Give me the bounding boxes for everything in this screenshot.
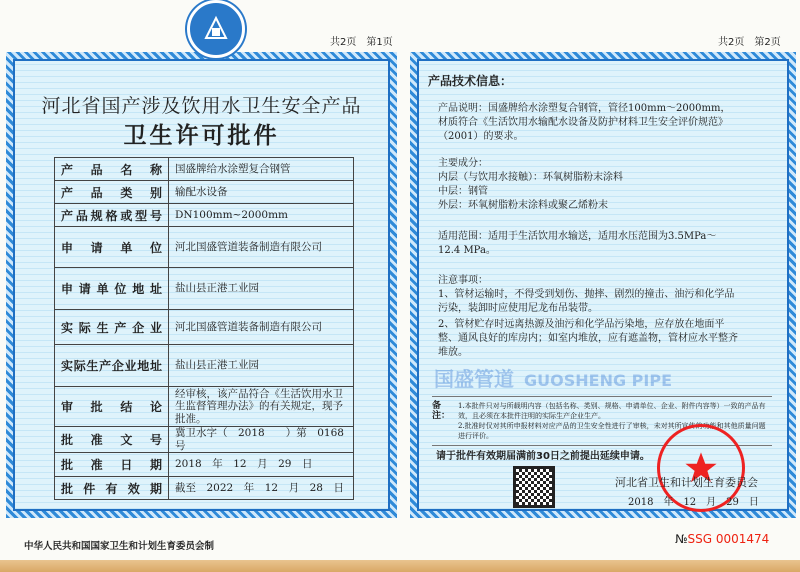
row-value: 输配水设备 [169, 181, 354, 204]
watermark-logo: 国盛管道 [434, 367, 514, 391]
remark-2: 2.批准时仅对其所申报材料对应产品的卫生安全性进行了审核，未对其所宣传的功能和其他质量问题进行评价。 [458, 422, 766, 440]
notes-title: 注意事项： [438, 275, 488, 286]
certificate-table [54, 157, 354, 500]
row-value: 河北国盛管道装备制造有限公司 [169, 310, 354, 345]
health-inspection-emblem-icon [187, 0, 245, 58]
table-row [55, 268, 354, 310]
frame-edge [0, 560, 800, 572]
note-2: 2、管材贮存时远离热源及油污和化学品污染地，应存放在地面平整、通风良好的库房内；如室内堆放，应有遮盖物，管材应水平整齐堆放。 [438, 319, 738, 358]
table-row [55, 227, 354, 268]
page-indicator-right: 共2页 第2页 [718, 37, 781, 48]
issuer: 河北省卫生和计划生育委员会 [615, 476, 758, 489]
row-label: 审批结论 [55, 387, 169, 427]
certificate-page-1 [6, 52, 397, 518]
table-row [55, 158, 354, 181]
table-row [55, 453, 354, 477]
title-line-2: 卫生许可批件 [123, 122, 280, 149]
table-row [55, 204, 354, 227]
issue-date: 2018 年 12 月 29 日 [628, 497, 759, 508]
row-label: 产品类别 [55, 181, 169, 204]
row-label: 实际生产企业地址 [55, 345, 169, 387]
tech-info-heading: 产品技术信息： [428, 74, 513, 88]
table-row [55, 181, 354, 204]
row-label: 批准日期 [55, 453, 169, 477]
table-row [55, 387, 354, 427]
title-line-1: 河北省国产涉及饮用水卫生安全产品 [41, 95, 362, 117]
serial-number [675, 532, 769, 546]
page-indicator-left: 共2页 第1页 [330, 37, 393, 48]
qr-code[interactable] [513, 466, 555, 508]
renewal-notice: 请于批件有效期届满前30日之前提出延续申请。 [436, 451, 650, 462]
row-label: 申请单位地址 [55, 268, 169, 310]
row-value: 冀卫水字（ 2018 ）第 0168 号 [169, 427, 354, 453]
row-value: 河北国盛管道装备制造有限公司 [169, 227, 354, 268]
component-inner: 内层（与饮用水接触）：环氧树脂粉末涂料 [438, 172, 623, 183]
row-label: 产品名称 [55, 158, 169, 181]
row-label: 申请单位 [55, 227, 169, 268]
row-value: 国盛牌给水涂塑复合钢管 [169, 158, 354, 181]
serial-prefix: № [675, 532, 688, 546]
components-title: 主要成分： [438, 158, 488, 169]
certificate-page-2 [410, 52, 796, 518]
table-row [55, 310, 354, 345]
row-label: 批准文号 [55, 427, 169, 453]
component-outer: 外层：环氧树脂粉末涂料或聚乙烯粉末 [438, 200, 608, 211]
component-middle: 中层：钢管 [438, 186, 488, 197]
row-value: 盐山县正港工业园 [169, 345, 354, 387]
watermark-text: GUOSHENG PIPE [524, 371, 672, 390]
table-row [55, 345, 354, 387]
row-label: 批件有效期 [55, 477, 169, 500]
row-value: 经审核，该产品符合《生活饮用水卫生监督管理办法》的有关规定，现予批准。 [169, 387, 354, 427]
scope: 适用范围：适用于生活饮用水输送，适用水压范围为3.5MPa～12.4 MPa。 [438, 231, 717, 256]
watermark [434, 366, 672, 392]
note-1: 1、管材运输时，不得受到划伤、抛摔、剧烈的撞击、油污和化学品污染，装卸时应使用尼龙布吊装带。 [438, 289, 735, 314]
table-row [55, 477, 354, 500]
row-value: 截至 2022 年 12 月 28 日 [169, 477, 354, 500]
row-value: 2018 年 12 月 29 日 [169, 453, 354, 477]
product-description: 产品说明：国盛牌给水涂塑复合钢管，管径100mm～2000mm，材质符合《生活饮用水输配水设备及防护材料卫生安全评价规范》（2001）的要求。 [438, 103, 731, 142]
row-value: DN100mm~2000mm [169, 204, 354, 227]
remarks-label: 备注： [432, 401, 451, 421]
table-row [55, 427, 354, 453]
issuing-authority-footer: 中华人民共和国国家卫生和计划生育委员会制 [24, 541, 215, 552]
row-label: 产品规格或型号 [55, 204, 169, 227]
row-label: 实际生产企业 [55, 310, 169, 345]
row-value: 盐山县正港工业园 [169, 268, 354, 310]
remark-1: 1.本批件只对与所载明内容（包括名称、类别、规格、申请单位、企业、附件内容等）一致的产品有效，且必须在本批件注明的实际生产企业生产。 [458, 402, 766, 420]
serial-value: SSG 0001474 [687, 532, 770, 546]
